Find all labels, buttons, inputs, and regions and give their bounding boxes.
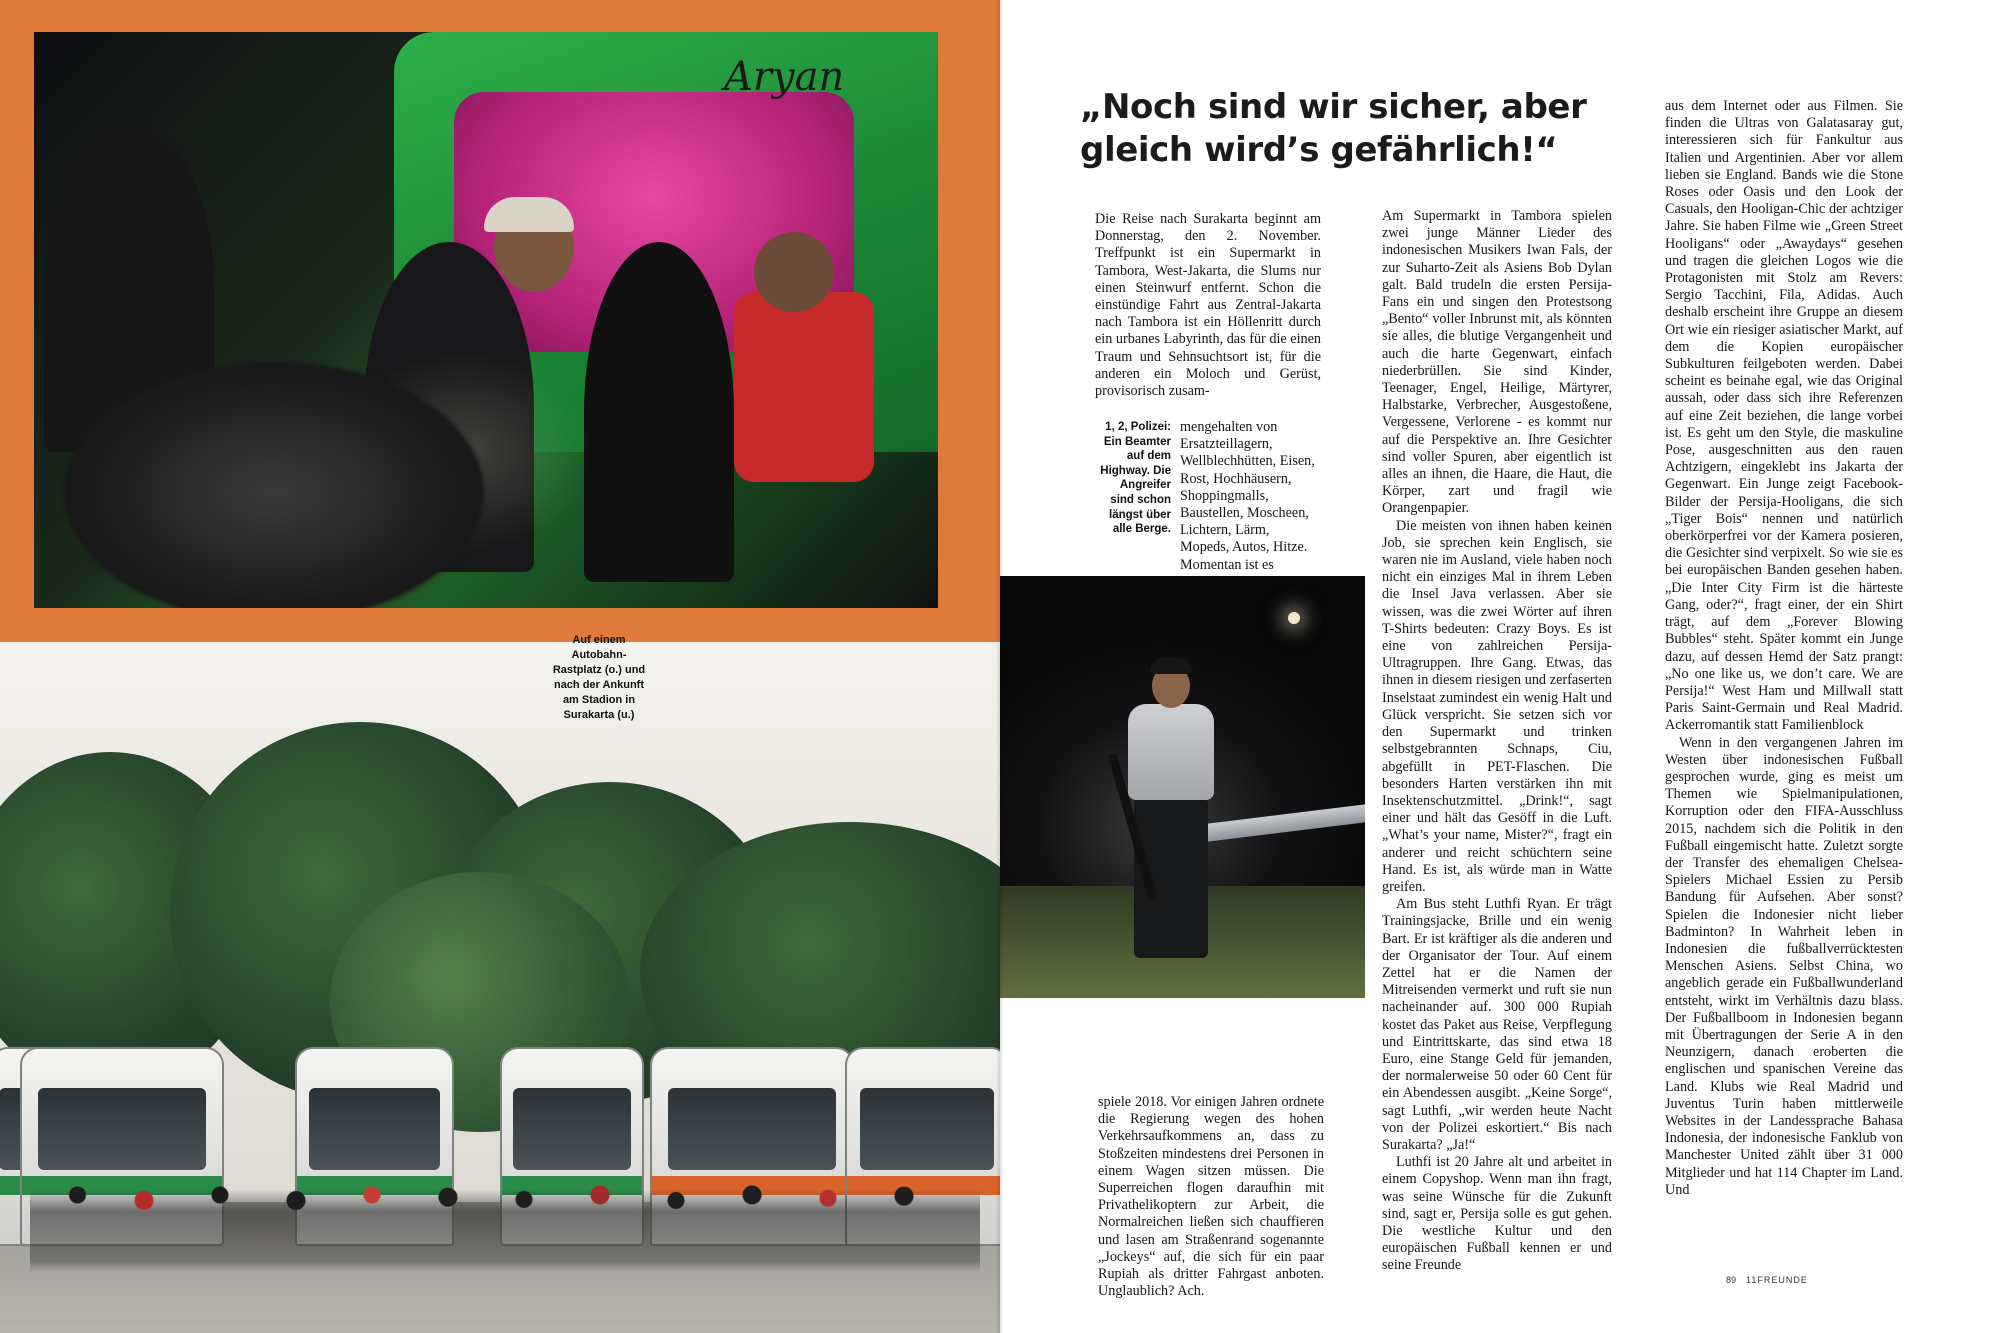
photo-caption-guard: 1, 2, Polizei: Ein Beamter auf dem Highway. Die Angreifer sind schon längst über alle Berge. — [1100, 421, 1171, 536]
officer-cap — [1150, 658, 1192, 674]
article-headline: „Noch sind wir sicher, aber gleich wird’s gefährlich!“ — [1080, 87, 1587, 170]
paragraph: Am Supermarkt in Tambora spielen zwei junge Männer Lieder des indonesischen Musikers Iwan Fals, der zur Suharto-Zeit als Asiens Bob Dylan galt. Bald trudeln die ersten Persija-Fans ein und singen den Protestsong „Bento“ voller Inbrunst mit, als könnten sie alles, die blutige Vergangenheit und auch die harte Gegenwart, einfach niederbrüllen. Sie sind Kinder, Teenager, Engel, Heilige, Märtyrer, Halbstarke, Verbrecher, Ausgestoßene, Vergessene, Verlorene - es kommt nur auf die Perspektive an. Ihre Gesichter sind voller Spuren, aber eigentlich ist alles an ihnen, die Haare, die Haut, die Körper, zart und fragil wie Orangenpapier. — [1382, 208, 1612, 517]
photo-police-officer — [1000, 576, 1365, 998]
crowd-of-fans — [30, 1162, 980, 1272]
foreground-head — [64, 362, 484, 608]
orange-photo-frame — [0, 0, 1000, 642]
bus-lettering: Aryan — [724, 54, 845, 100]
paragraph: mengehalten von Ersatzteillagern, Wellblechhütten, Eisen, Rost, Hochhäusern, Shoppingmalls, Baustellen, Moscheen, Lichtern, Lärm, Mopeds, Autos, Hitze. Momentan ist es — [1180, 419, 1315, 573]
page-gutter — [996, 0, 1004, 1333]
paragraph: Luthfi ist 20 Jahre alt und arbeitet in einem Copyshop. Wenn man ihn fragt, was seine Wünsche für die Zukunft sind, sagt er, Persija solle es gut gehen. Die westliche Kultur und den europäischen Fußball kennen er und seine Freunde — [1382, 1154, 1612, 1274]
photo-buses-at-stadium — [0, 642, 1000, 1333]
page-number: 89 — [1726, 1275, 1737, 1285]
officer-torso — [1128, 704, 1214, 800]
paragraph: Am Bus steht Luthfi Ryan. Er trägt Trainingsjacke, Brille und ein wenig Bart. Er ist kräftiger als die anderen und der Organisator der Tour. Auf einem Zettel hat er die Namen der Mitreisenden vermerkt und ruft sie nun nacheinander auf. 300 000 Rupiah kostet das Paket aus Reise, Verpflegung und Eintrittskarte, das sind etwa 18 Euro, eine Stange Geld für jemanden, der normalerweise 50 oder 60 Cent für ein Abendessen ausgibt. „Keine Sorge“, sagt Luthfi, „wir werden heute Nacht von der Polizei eskortiert.“ Bis nach Surakarta? „Ja!“ — [1382, 896, 1612, 1153]
photo-fans-dancing-at-bus — [34, 32, 938, 608]
street-light — [1288, 612, 1300, 624]
fan-red-shirt — [734, 292, 874, 482]
column-3 — [1665, 98, 1903, 1199]
paragraph: spiele 2018. Vor einigen Jahren ordnete die Regierung wegen des hohen Verkehrsaufkommens an, dass zu Stoßzeiten mindestens drei Personen in einem Wagen sitzen müssen. Die Superreichen flogen daraufhin mit Privathelikoptern zur Arbeit, die Normalreichen ließen sich chauffieren und lasen am Straßenrand sogenannte „Jockeys“ auf, die sich für ein paar Rupiah als dritter Fahrgast anboten. Unglaublich? Ach. — [1098, 1094, 1324, 1300]
paragraph: Die meisten von ihnen haben keinen Job, sie sprechen kein Englisch, sie waren nie im Ausland, viele haben noch nicht ein einziges Mal in ihrem Leben die Insel Java verlassen. Aber sie wissen, was die zwei Wörter auf ihren T-Shirts bedeuten: Crazy Boys. Es ist eine von zahlreichen Persija-Ultragruppen. Ihre Gang. Etwas, das ihnen in diesem riesigen und zerfaserten Inselstaat zumindest ein wenig Halt und Glück verspricht. Sie setzen sich vor den Supermarkt und trinken selbstgebrannten Schnaps, Ciu, abgefüllt in PET-Flaschen. Die besonders Harten verstärken ihn mit Insektenschutzmittel. „Drink!“, sagt einer und hält das Gesöff in die Luft. „What’s your name, Mister?“, fragt ein anderer und reicht schüchtern seine Hand. Es ist, als würde man in Watte greifen. — [1382, 517, 1612, 895]
photo-caption-left: Auf einem Autobahn-Rastplatz (o.) und nach der Ankunft am Stadion in Surakarta (u.) — [552, 634, 646, 721]
fan-cap — [484, 197, 574, 232]
paragraph: aus dem Internet oder aus Filmen. Sie finden die Ultras von Galatasaray gut, interessieren sich für Fankultur aus Italien und Argentinien. Aber vor allem lieben sie England. Bands wie die Stone Roses oder Oasis und den Look der Casuals, den Hooligan-Chic der achtziger Jahre. Sie haben Filme wie „Green Street Hooligans“ oder „Awaydays“ gesehen und tragen die gleichen Logos wie die Protagonisten mit Stolz am Revers: Sergio Tacchini, Fila, Adidas. Auch deshalb erscheint ihre Gruppe an diesem Ort wie ein riesiger asiatischer Markt, auf dem die Kopien europäischer Subkulturen feilgeboten werden. Dabei scheint es beinahe egal, wie das Original aussah, oder dass sich ihre Referenzen auf eine Zeit beziehen, die lange vorbei ist. Es geht um den Style, die maskuline Pose, ausgeschnitten aus den rauen Achtzigern, eingeklebt ins Jakarta der Gegenwart. Ein Junge zeigt Facebook-Bilder der Persija-Hooligans, die sich „Tiger Bois“ nennen und natürlich oberkörperfrei vor der Kamera posieren, die Gesichter sind verpixelt. So wie sie es bei europäischen Banden gesehen haben. „Die Inter City Firm ist die härteste Gang, oder?“, fragt einer, der ein Shirt trägt, auf dem „Forever Blowing Bubbles“ steht. Später kommt ein Junge dazu, auf dessen Hemd der Satz prangt: „No one like us, we don’t care. We are Persija!“ West Ham und Millwall statt Paris Saint-Germain und Real Madrid. Ackerromantik statt Familienblock — [1665, 98, 1903, 734]
right-page — [1000, 0, 2000, 1333]
column-1-top — [1095, 211, 1321, 400]
column-2 — [1382, 208, 1612, 1275]
page-folio — [1726, 1275, 1808, 1285]
fan-black-shirt — [584, 242, 734, 582]
magazine-name: 11FREUNDE — [1746, 1275, 1808, 1285]
paragraph: Die Reise nach Surakarta beginnt am Donnerstag, den 2. November. Treffpunkt ist ein Supermarkt in Tambora, West-Jakarta, die Slums nur einen Steinwurf entfernt. Schon die einstündige Fahrt aus Zentral-Jakarta nach Tambora ist ein Höllenritt durch ein urbanes Labyrinth, das für die einen Traum und Sehnsuchtsort ist, für die anderen ein Moloch und Gerüst, provisorisch zusam- — [1095, 211, 1321, 400]
paragraph: Wenn in den vergangenen Jahren im Westen über indonesischen Fußball gesprochen wurde, ging es meist um Themen wie Spielmanipulationen, Korruption oder den FIFA-Ausschluss 2015, nachdem sich die Politik in den Fußball eingemischt hatte. Zuletzt sorgte der Transfer des ehemaligen Chelsea-Spielers Michael Essien zu Persib Bandung für Aufsehen. Aber sonst? Spielen die Indonesier nicht lieber Badminton? In Wahrheit leben in Indonesien die fußballverrücktesten Menschen Asiens. Selbst China, wo angeblich gerade ein Fußballwunderland entsteht, wirkt im Verhältnis dazu blass. Der Fußballboom in Indonesien begann mit Übertragungen der Serie A in den Neunzigern, danach eroberten die englischen und spanischen Vereine das Land. Klubs wie Real Madrid und Juventus Turin haben mittlerweile Websites in der Landessprache Bahasa Indonesia, der indonesische Fanklub von Manchester United zählt über 31 000 Mitglieder und hat 114 Chapter im Land. Und — [1665, 734, 1903, 1198]
column-1-bottom — [1098, 1094, 1324, 1300]
fan-head — [754, 232, 834, 312]
